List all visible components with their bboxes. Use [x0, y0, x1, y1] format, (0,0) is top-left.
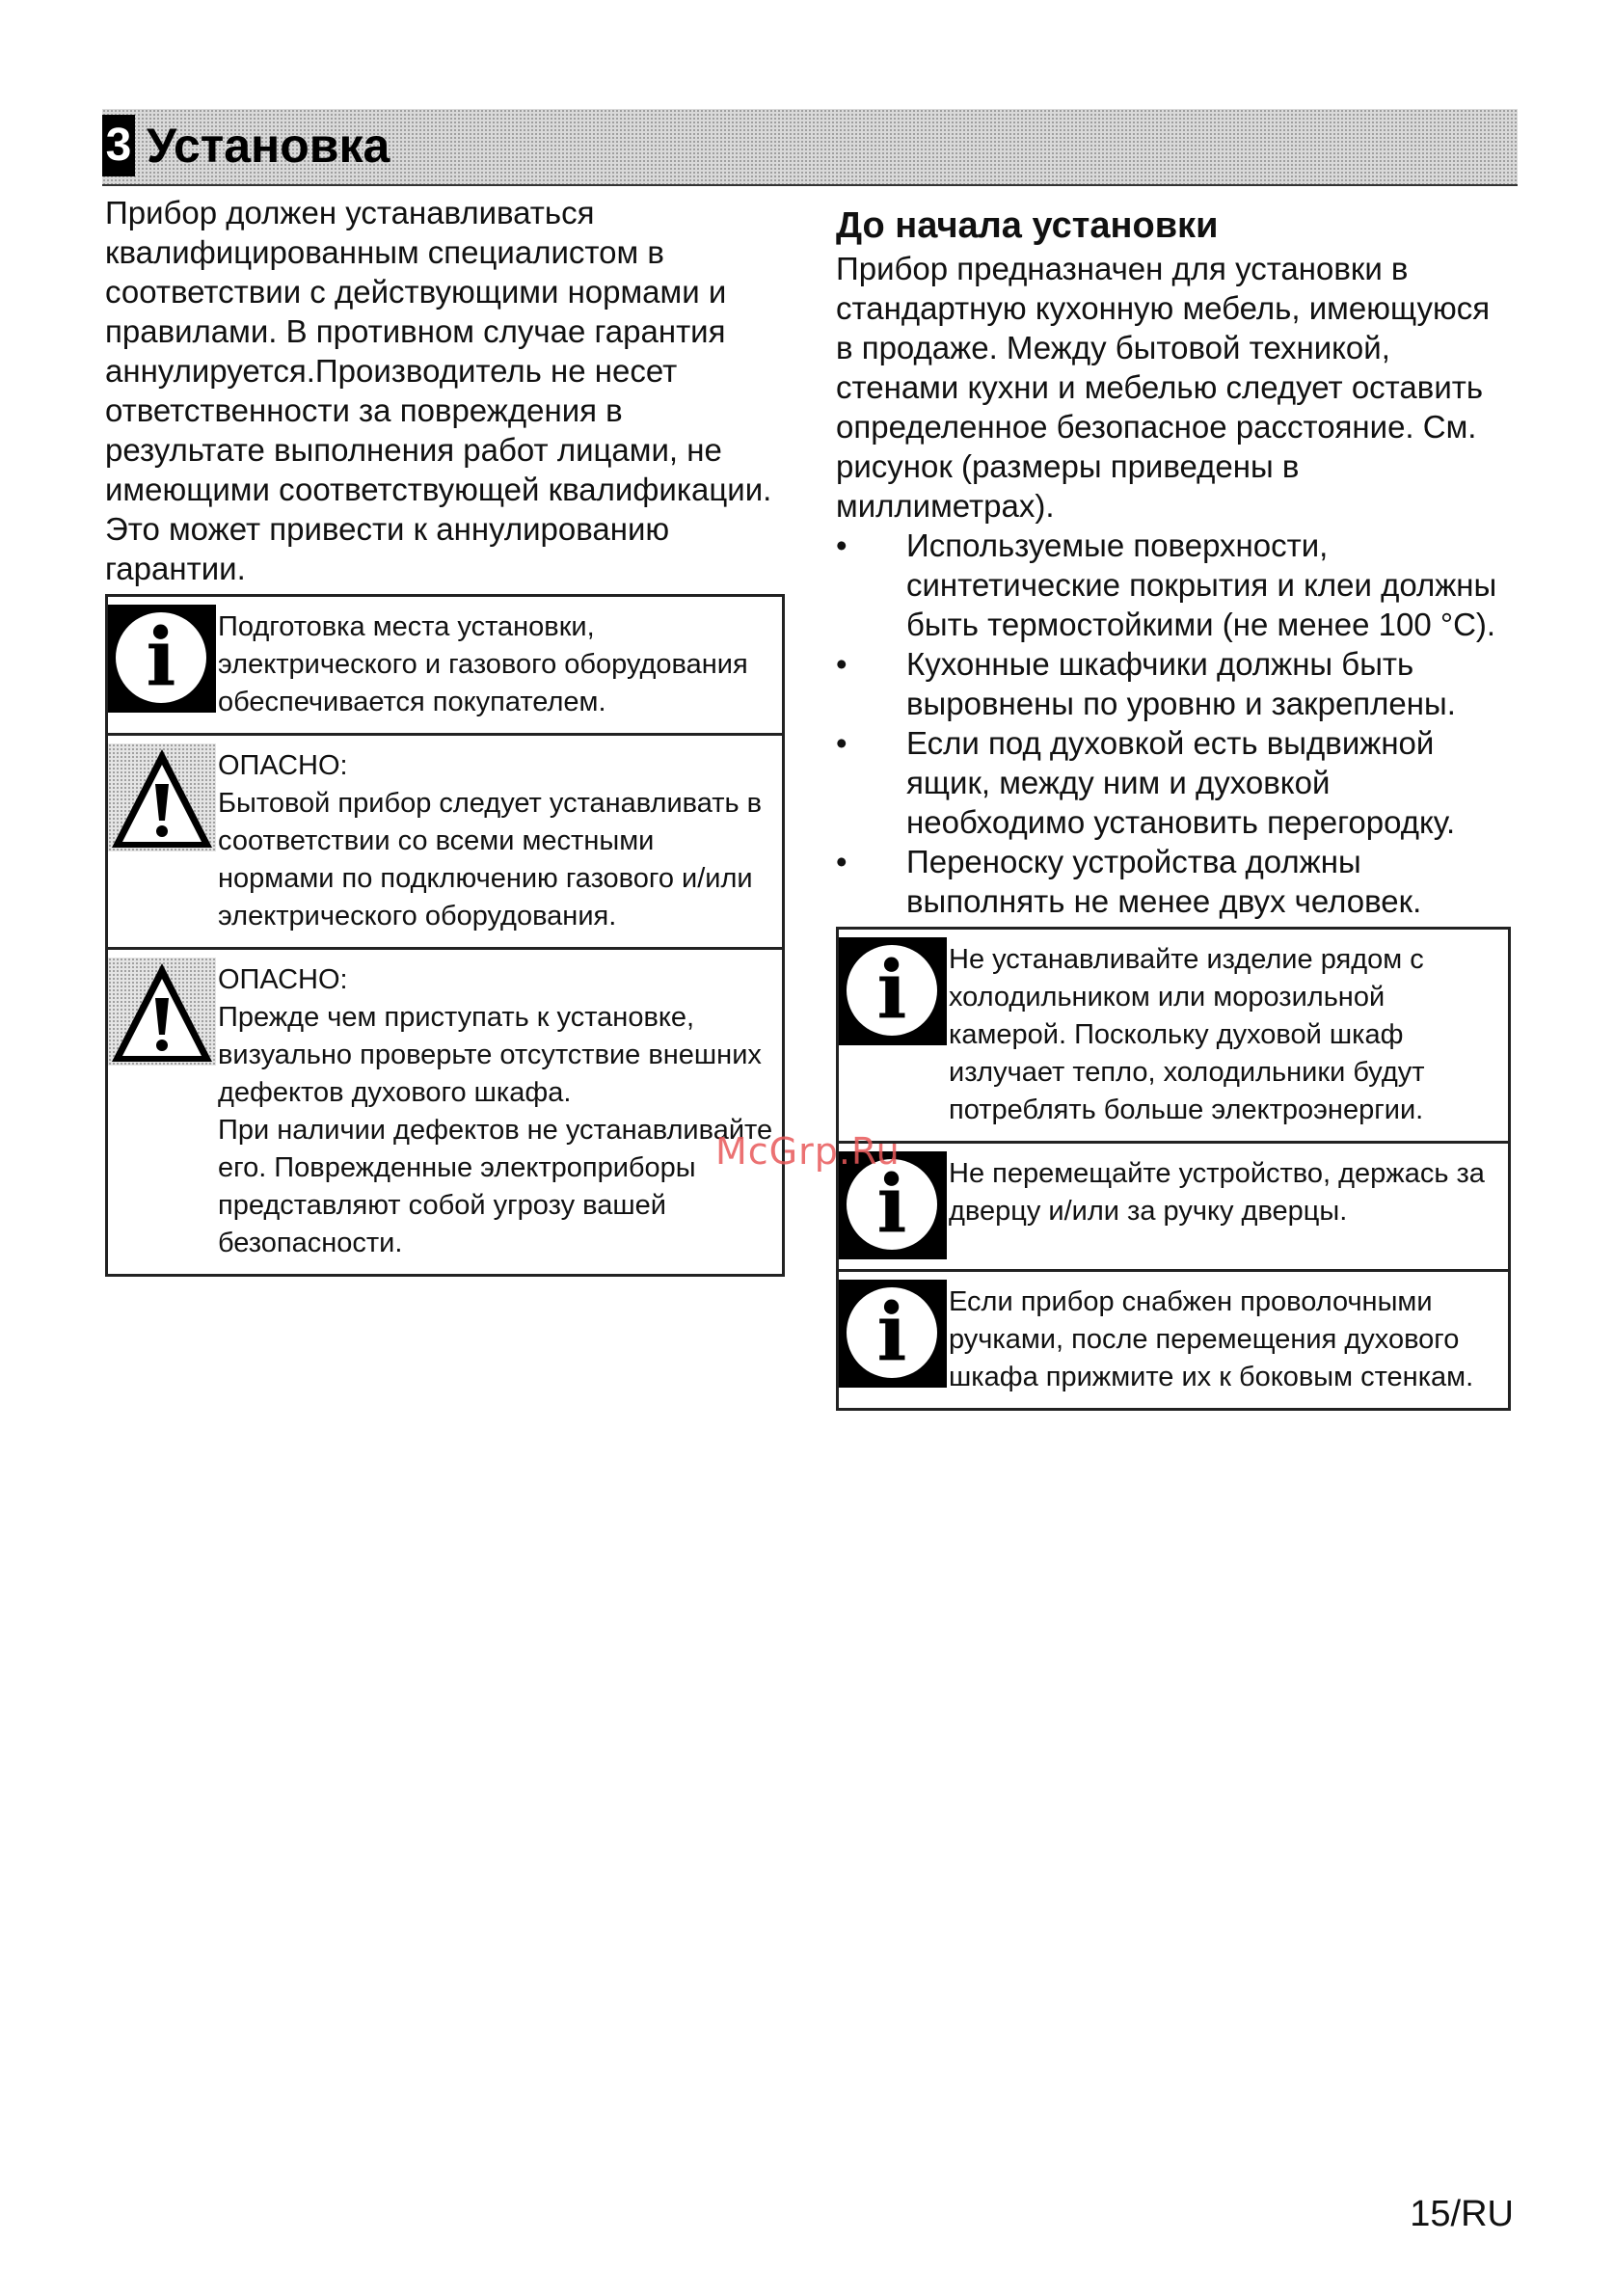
requirements-list: [836, 526, 1511, 921]
right-notes-box: [836, 927, 1511, 1411]
list-item: • Кухонные шкафчики должны быть выровнены по уровню и закреплены.: [836, 646, 1456, 721]
warning-icon: [108, 743, 216, 851]
page-number: 15/RU: [1410, 2194, 1514, 2234]
bullet-icon: •: [836, 646, 847, 682]
left-column: [105, 193, 785, 1277]
info-icon: i: [839, 1280, 947, 1388]
section-number: 3: [102, 115, 135, 176]
note-text: Не перемещайте устройство, держась за дверцу и/или за ручку дверцы.: [949, 1158, 1485, 1227]
section-title: Установка: [147, 119, 390, 173]
note-row: [108, 733, 782, 947]
note-row: [839, 1269, 1508, 1408]
watermark: McGrp.Ru: [715, 1130, 901, 1173]
left-intro-paragraph: Прибор должен устанавливаться квалифицированным специалистом в соответствии с действующими нормами и правилами. В противном случае гарантия аннулируется.Производитель не несет ответственности за повреждения в результате выполнения работ лицами, не имеющими соответствующей квалификации. Это может привести к аннулированию гарантии.: [105, 195, 772, 586]
subsection-heading: До начала установки: [836, 205, 1219, 246]
right-intro-paragraph: Прибор предназначен для установки в стандартную кухонную мебель, имеющуюся в продаже. Между бытовой техникой, стенами кухни и мебелью следует оставить определенное безопасное расстояние. См. рисунок (размеры приведены в миллиметрах).: [836, 251, 1491, 524]
info-icon: i: [108, 605, 216, 713]
note-text: Если прибор снабжен проволочными ручками, после перемещения духового шкафа прижмите их к боковым стенкам.: [949, 1286, 1474, 1392]
warning-icon: [108, 958, 216, 1066]
bullet-icon: •: [836, 844, 847, 879]
note-row: [108, 597, 782, 733]
note-text: Бытовой прибор следует устанавливать в соответствии со всеми местными нормами по подключению газового и/или электрического оборудования.: [218, 788, 763, 932]
list-item: • Используемые поверхности, синтетические покрытия и клеи должны быть термостойкими (не менее 100 °C).: [836, 527, 1497, 642]
note-row: [839, 930, 1508, 1141]
note-text: Прежде чем приступать к установке, визуально проверьте отсутствие внешних дефектов духового шкафа.: [218, 1002, 762, 1108]
bullet-icon: •: [836, 527, 847, 563]
section-header: [102, 109, 1518, 186]
note-label: ОПАСНО:: [218, 964, 348, 995]
info-icon: i: [839, 937, 947, 1045]
list-item: • Если под духовкой есть выдвижной ящик, между ним и духовкой необходимо установить перегородку.: [836, 725, 1456, 840]
note-text: Не устанавливайте изделие рядом с холодильником или морозильной камерой. Поскольку духовой шкаф излучает тепло, холодильники будут потреблять больше электроэнергии.: [949, 944, 1425, 1125]
note-row: [839, 1141, 1508, 1269]
note-text: При наличии дефектов не устанавливайте его. Поврежденные электроприборы представляют собой угрозу вашей безопасности.: [218, 1115, 773, 1258]
list-item: • Переноску устройства должны выполнять не менее двух человек.: [836, 844, 1422, 919]
note-text: Подготовка места установки, электрического и газового оборудования обеспечивается покупателем.: [218, 611, 748, 717]
right-column: [836, 203, 1511, 1411]
note-label: ОПАСНО:: [218, 750, 348, 781]
left-notes-box: [105, 594, 785, 1277]
note-row: [108, 947, 782, 1274]
info-icon: i: [839, 1151, 947, 1259]
bullet-icon: •: [836, 725, 847, 761]
